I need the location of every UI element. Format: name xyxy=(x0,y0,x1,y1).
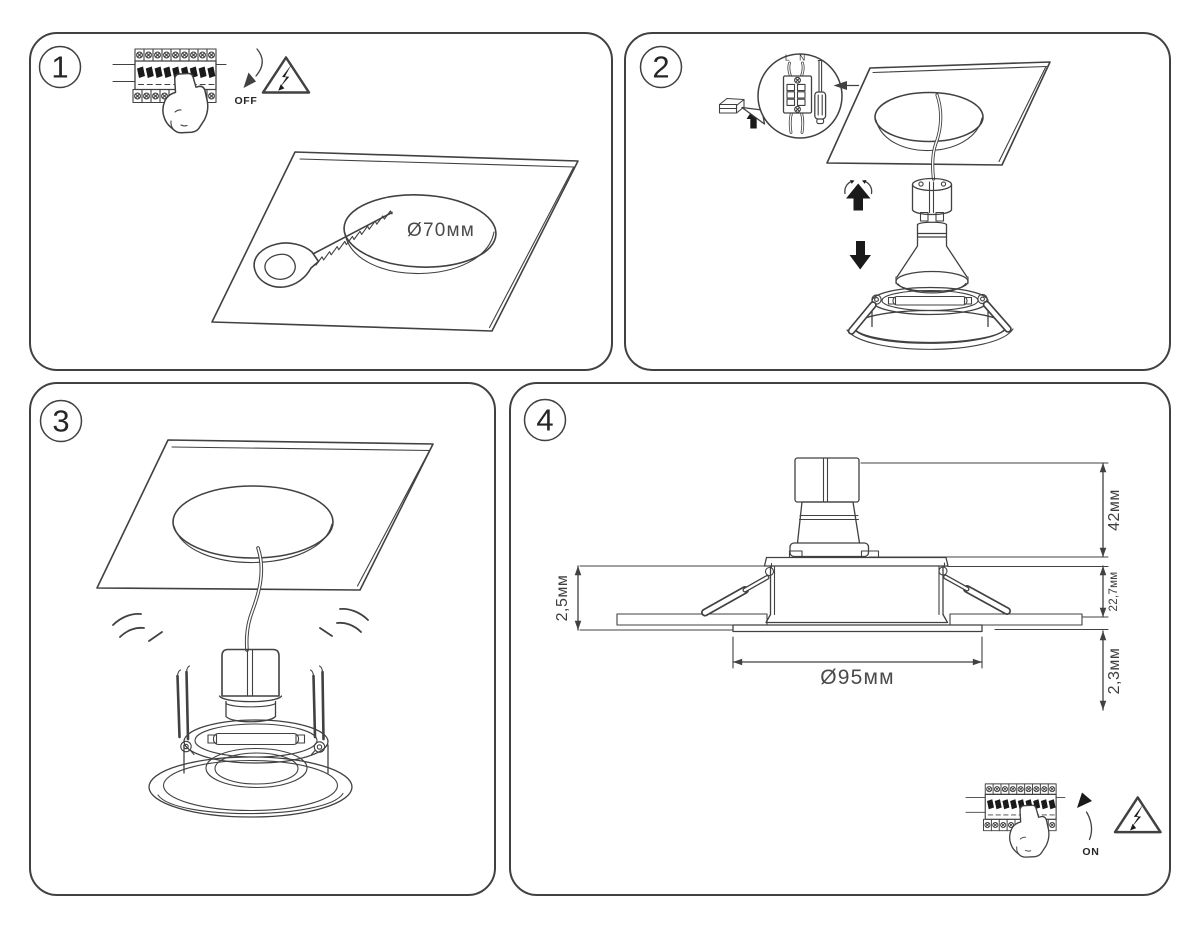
housing-height-label: 22,7мм xyxy=(1108,571,1120,612)
circuit-breaker-icon xyxy=(966,784,1065,857)
supply-wire xyxy=(247,548,262,650)
step-4-panel xyxy=(510,383,1170,895)
trim-diameter-label: Ø95мм xyxy=(820,666,895,689)
ceiling-section xyxy=(617,614,1082,625)
terminal-block-icon xyxy=(784,76,812,113)
dimension-2-5mm xyxy=(554,566,581,630)
dimension-95mm xyxy=(733,659,982,689)
electric-hazard-icon xyxy=(1115,797,1161,832)
spring-clip-icon xyxy=(852,294,1009,331)
off-switch-arrow-icon xyxy=(244,49,263,88)
step-3-badge xyxy=(41,401,82,442)
terminal-n-label: N xyxy=(799,52,806,63)
cutout-hole xyxy=(875,93,983,151)
step-number: 3 xyxy=(52,403,70,439)
circuit-breaker-icon xyxy=(113,49,226,133)
fixture-ring xyxy=(847,288,1013,350)
housing-side-view xyxy=(765,551,949,623)
wiring-detail-callout xyxy=(742,53,842,139)
supply-wire xyxy=(933,95,941,179)
lamp-height-label: 42мм xyxy=(1106,489,1123,531)
step-2-border xyxy=(625,33,1170,370)
ceiling-panel xyxy=(97,440,433,590)
step-2-badge xyxy=(641,47,682,88)
on-switch-arrow-icon xyxy=(1077,793,1092,840)
step-4-border xyxy=(510,383,1170,895)
step-4-badge xyxy=(525,400,566,441)
ceiling-panel xyxy=(212,152,578,331)
switch-off-label: OFF xyxy=(234,95,258,107)
step-1-border xyxy=(30,33,612,370)
cutout-hole xyxy=(173,486,333,563)
step-2-panel xyxy=(625,33,1170,370)
step-1-badge xyxy=(40,47,81,88)
trim-ring xyxy=(733,625,982,632)
step-number: 4 xyxy=(536,402,554,438)
ceiling-thickness-label: 2,5мм xyxy=(554,574,571,622)
step-3-panel xyxy=(30,383,495,895)
keyhole-saw-icon xyxy=(254,211,392,287)
lamp-socket xyxy=(913,179,952,222)
electric-hazard-icon xyxy=(263,58,309,93)
lamp-socket xyxy=(220,650,282,722)
switch-on-label: ON xyxy=(1082,846,1100,858)
cable-connector-icon xyxy=(720,99,745,114)
spring-clip-icon xyxy=(178,666,325,755)
lower-arrow-icon xyxy=(850,241,872,270)
release-motion-marks xyxy=(113,609,368,641)
dimension-42mm xyxy=(1100,463,1123,557)
bulb-side-view xyxy=(790,458,869,557)
trim-depth-label: 2,3мм xyxy=(1106,647,1123,695)
spring-clip-icon xyxy=(705,563,1007,613)
step-1-panel xyxy=(30,33,612,370)
dimension-22-7mm xyxy=(1100,566,1120,617)
terminal-l-label: L xyxy=(784,52,791,63)
step-number: 1 xyxy=(51,49,69,85)
dimension-2-3mm xyxy=(1100,631,1123,710)
step-number: 2 xyxy=(652,49,670,85)
gu10-bulb xyxy=(896,222,968,293)
hole-diameter-label: Ø70мм xyxy=(406,220,476,241)
push-twist-arrow-icon xyxy=(845,180,872,211)
